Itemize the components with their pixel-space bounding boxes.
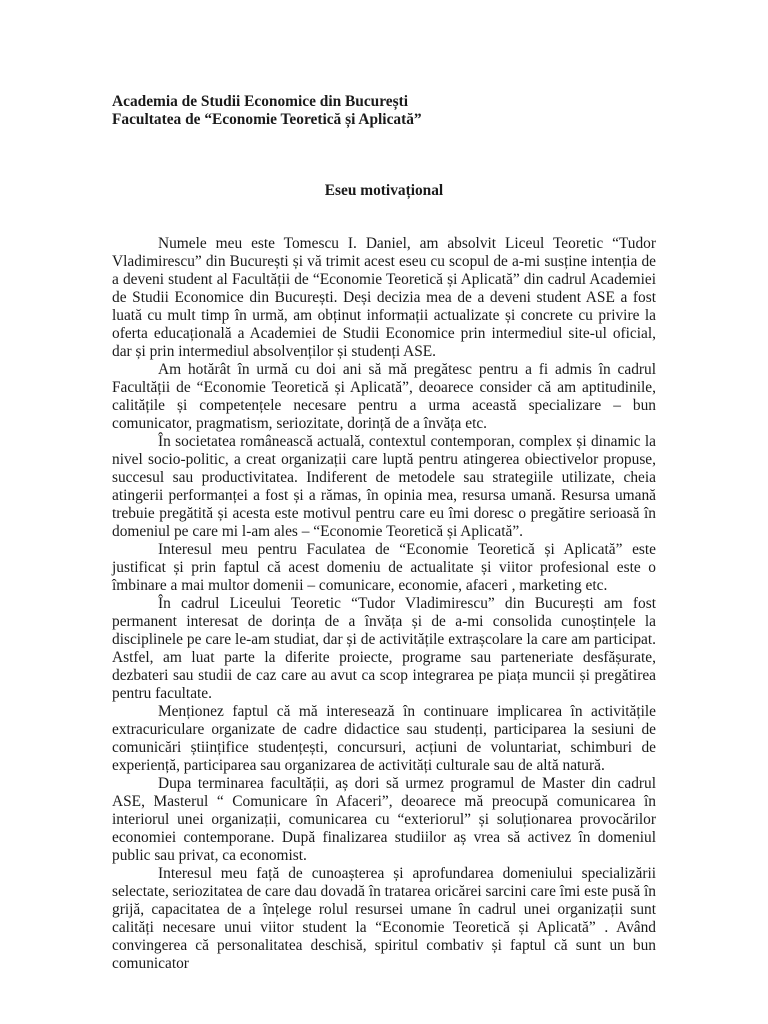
paragraph: Am hotărât în urmă cu doi ani să mă pregătesc pentru a fi admis în cadrul Facultății de “Economie Teoretică și Aplicată”, deoarece consider că am aptitudinile, calitățile și competențele necesare pentru a urma această specializare – bun comunicator, pragmatism, seriozitate, dorință de a învăța etc.: [112, 361, 656, 432]
essay-text: [112, 235, 656, 973]
paragraph: Menționez faptul că mă interesează în continuare implicarea în activitățile extracuriculare organizate de cadre didactice sau studenți, participarea la sesiuni de comunicări științifice studențești, concursuri, acțiuni de voluntariat, schimburi de experiență, participarea sau organizarea de activități culturale sau de altă natură.: [112, 703, 656, 774]
essay-title: Eseu motivațional: [324, 182, 444, 199]
faculty-name: Facultatea de “Economie Teoretică și Aplicată”: [112, 111, 422, 128]
document-body: [112, 93, 656, 973]
institution-name: Academia de Studii Economice din București: [112, 93, 408, 110]
paragraph: În societatea românească actuală, contextul contemporan, complex și dinamic la nivel socio-politic, a creat organizații care luptă pentru atingerea obiectivelor propuse, succesul sau productivitatea. Indiferent de metodele sau strategiile utilizate, cheia atingerii performanței a fost și a rămas, în opinia mea, resursa umană. Resursa umană trebuie pregătită și acesta este motivul pentru care eu îmi doresc o pregătire serioasă în domeniul pe care mi l-am ales – “Economie Teoretică și Aplicată”.: [112, 433, 656, 540]
paragraph: Interesul meu pentru Faculatea de “Economie Teoretică și Aplicată” este justificat și prin faptul că acest domeniu de actualitate și viitor profesional este o îmbinare a mai multor domenii – comunicare, economie, afaceri , marketing etc.: [112, 541, 656, 594]
paragraph: Dupa terminarea facultății, aș dori să urmez programul de Master din cadrul ASE, Masterul “ Comunicare în Afaceri”, deoarece mă preocupă comunicarea în interiorul unei organizații, comunicarea cu “exteriorul” și soluționarea provocărilor economiei contemporane. După finalizarea studiilor aș vrea să activez în domeniul public sau privat, ca economist.: [112, 775, 656, 864]
paragraph: Interesul meu față de cunoașterea și aprofundarea domeniului specializării selectate, seriozitatea de care dau dovadă în tratarea oricărei sarcini care îmi este pusă în grijă, capacitatea de a înțelege rolul resursei umane în cadrul unei organizații sunt calități necesare unui viitor student la “Economie Teoretică și Aplicată” . Având convingerea că personalitatea deschisă, spiritul combativ și faptul că sunt un bun comunicator: [112, 865, 656, 972]
paragraph: În cadrul Liceului Teoretic “Tudor Vladimirescu” din București am fost permanent interesat de dorința de a învăța și de a-mi consolida cunoștințele la disciplinele pe care le-am studiat, dar și de activitățile extrașcolare la care am participat. Astfel, am luat parte la diferite proiecte, programe sau parteneriate desfășurate, dezbateri sau studii de caz care au avut ca scop integrarea pe piața muncii și pregătirea pentru facultate.: [112, 595, 656, 702]
paragraph: Numele meu este Tomescu I. Daniel, am absolvit Liceul Teoretic “Tudor Vladimirescu” din București și vă trimit acest eseu cu scopul de a-mi susține intenția de a deveni student al Facultății de “Economie Teoretică și Aplicată” din cadrul Academiei de Studii Economice din București. Deși decizia mea de a deveni student ASE a fost luată cu mult timp în urmă, am obținut informații actualizate și concrete cu privire la oferta educațională a Academiei de Studii Economice prin intermediul site-ul oficial, dar și prin intermediul absolvenților și studenți ASE.: [112, 235, 656, 360]
